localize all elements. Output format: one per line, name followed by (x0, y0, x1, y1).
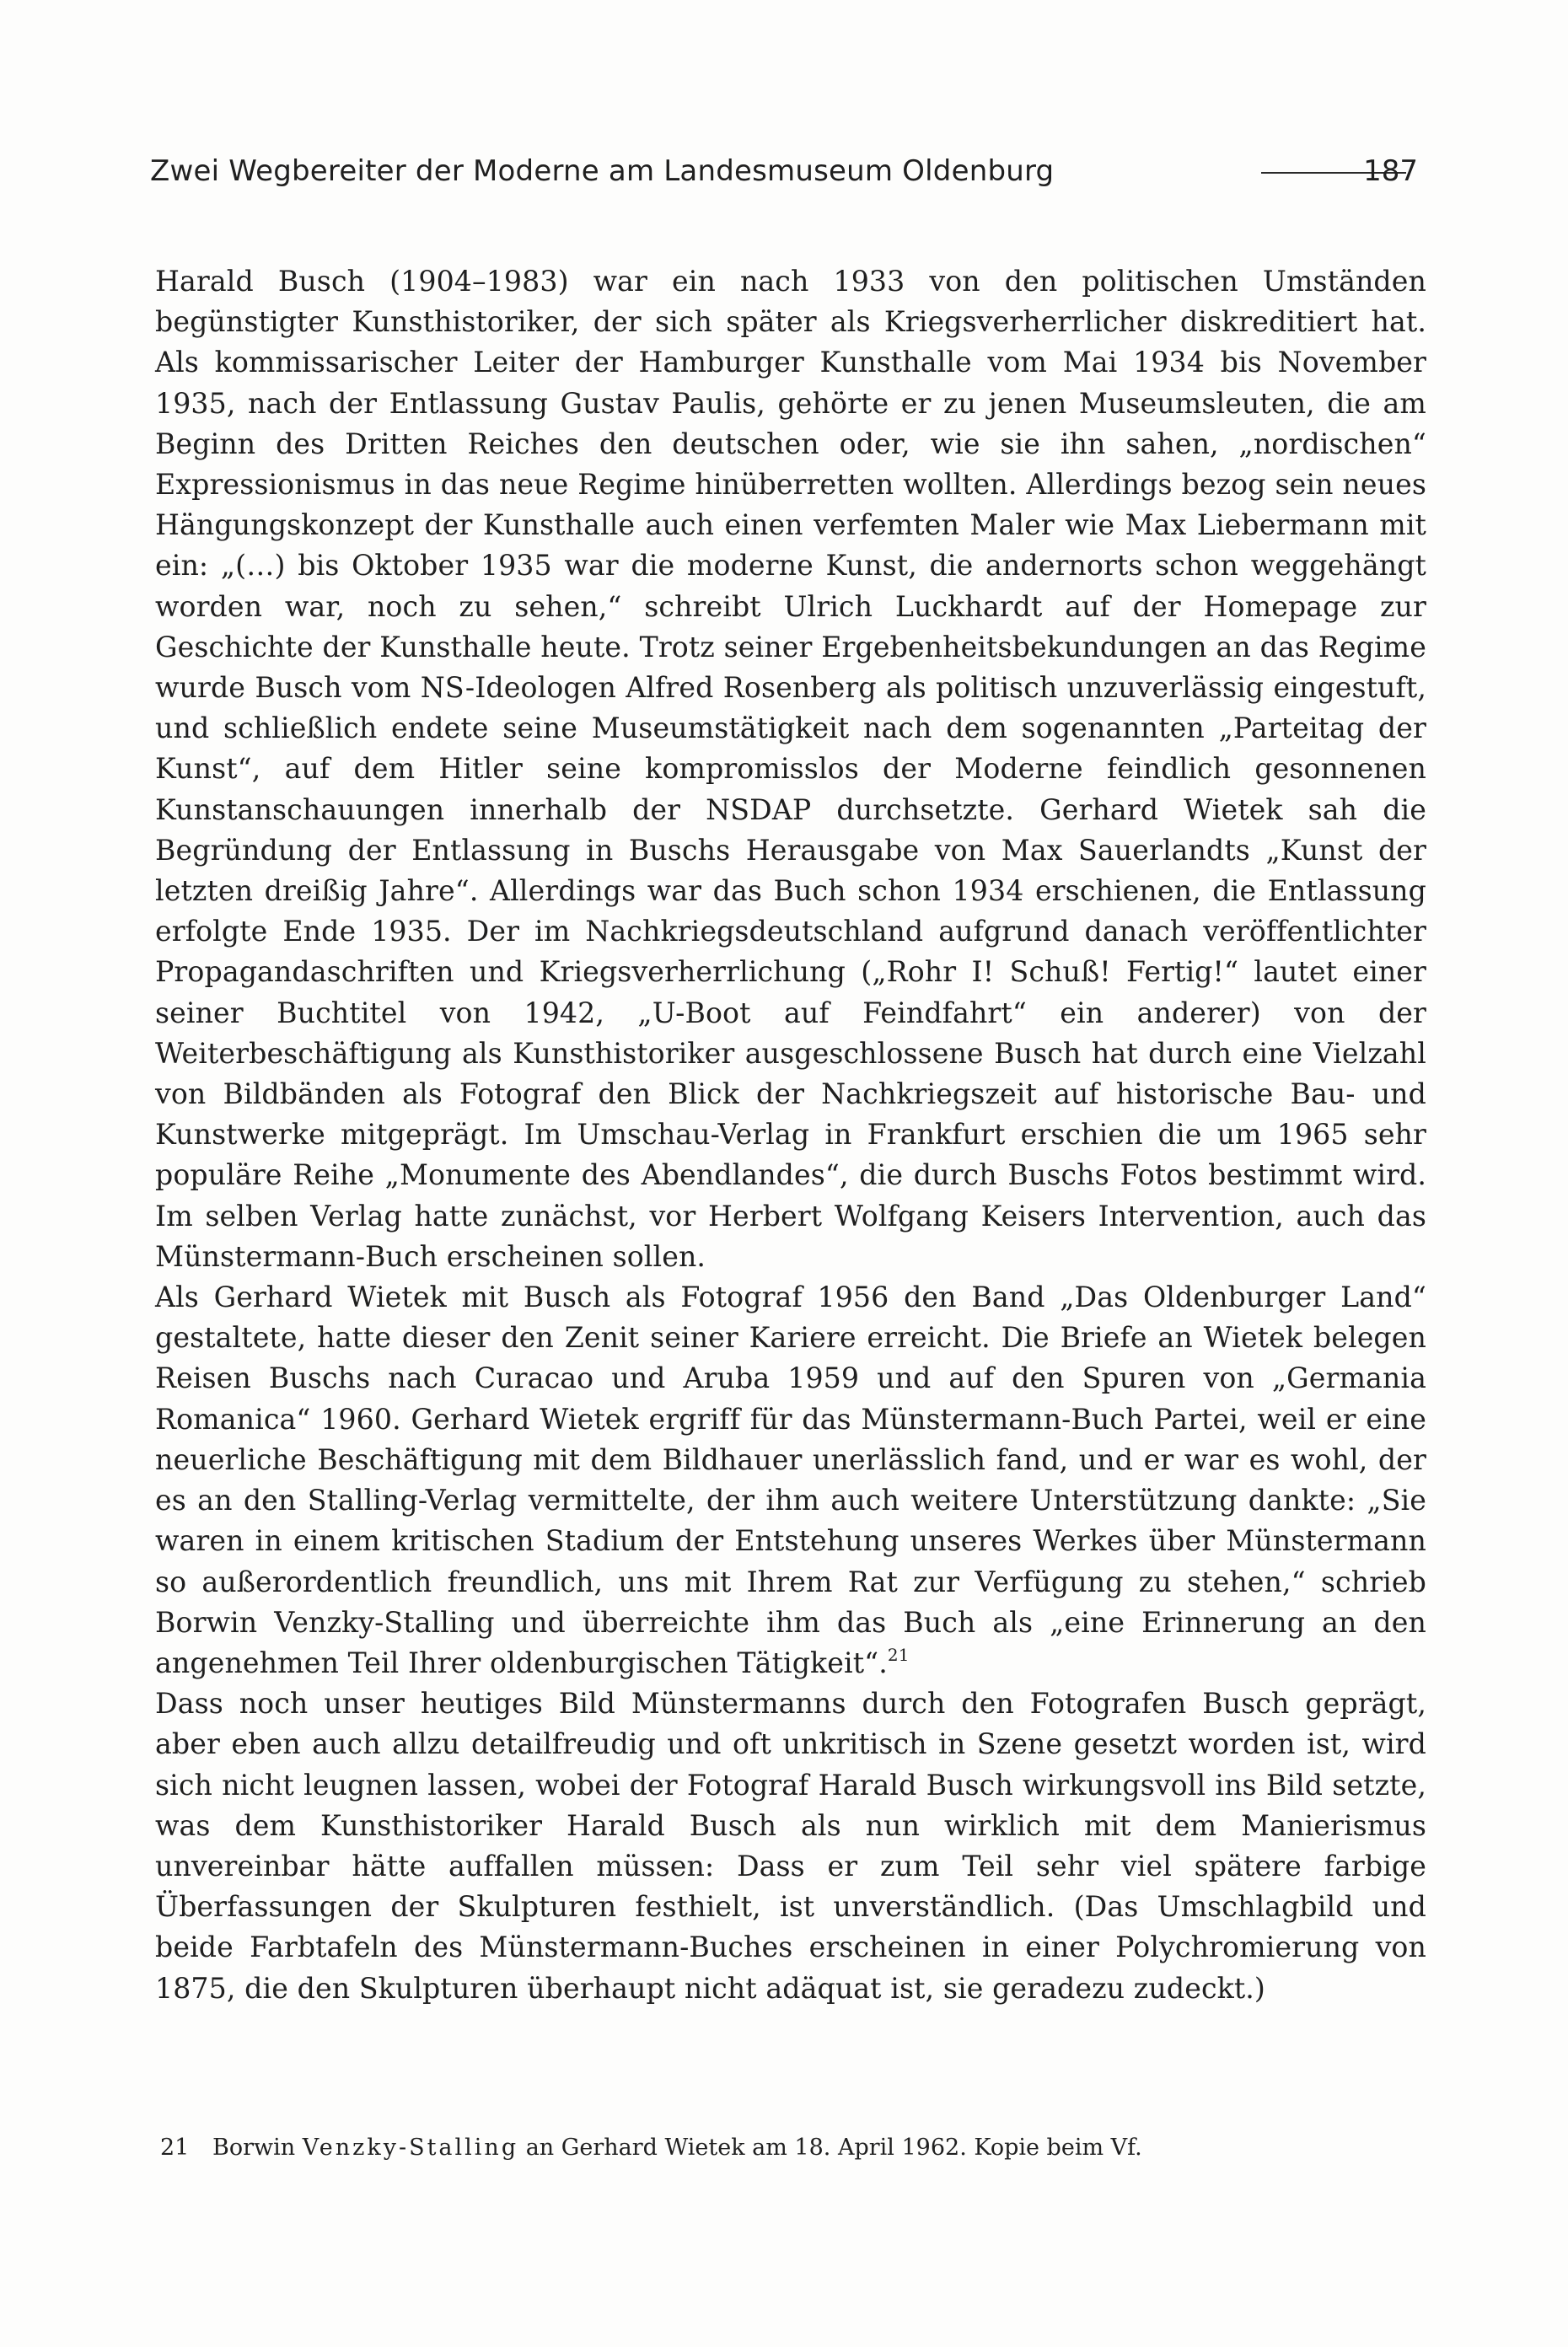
paragraph (155, 1277, 1426, 1684)
footnote-text-after: an Gerhard Wietek am 18. April 1962. Kopie beim Vf. (525, 2135, 1142, 2161)
footnote (160, 2131, 1425, 2165)
footnote-reference[interactable]: 21 (887, 1644, 910, 1665)
page-number: 187 (1363, 154, 1418, 188)
footnote-spaced-name: Venzky-Stalling (302, 2135, 519, 2161)
running-title: Zwei Wegbereiter der Moderne am Landesmuseum Oldenburg (150, 154, 1055, 188)
footnote-number: 21 (160, 2135, 190, 2161)
footnote-text-before: Borwin (212, 2135, 296, 2161)
page-header (150, 150, 1425, 201)
paragraph-text: Als Gerhard Wietek mit Busch als Fotograf 1956 den Band „Das Oldenburger Land“ gestaltete, hatte dieser den Zenit seiner Kariere erreicht. Die Briefe an Wietek belegen Reisen Buschs nach Curacao und Aruba 1959 und auf den Spuren von „Germania Romanica“ 1960. Gerhard Wietek ergriff für das Münstermann-Buch Partei, weil er eine neuerliche Beschäftigung mit dem Bildhauer unerlässlich fand, und er war es wohl, der es an den Stalling-Verlag vermittelte, der ihm auch weitere Unterstützung dankte: „Sie waren in einem kritischen Stadium der Entstehung unseres Werkes über Münstermann so außerordentlich freundlich, uns mit Ihrem Rat zur Verfügung zu stehen,“ schrieb Borwin Venzky-Stalling und überreichte ihm das Buch als „eine Erinnerung an den angenehmen Teil Ihrer oldenburgischen Tätigkeit“. (155, 1281, 1426, 1679)
body-text (155, 261, 1426, 2009)
paragraph: Harald Busch (1904–1983) war ein nach 1933 von den politischen Umständen begünstigter Kunsthistoriker, der sich später als Kriegsverherrlicher diskreditiert hat. Als kommissarischer Leiter der Hamburger Kunsthalle vom Mai 1934 bis November 1935, nach der Entlassung Gustav Paulis, gehörte er zu jenen Museumsleuten, die am Beginn des Dritten Reiches den deutschen oder, wie sie ihn sahen, „nordischen“ Expressionismus in das neue Regime hinüberretten wollten. Allerdings bezog sein neues Hängungskonzept der Kunsthalle auch einen verfemten Maler wie Max Liebermann mit ein: „(…) bis Oktober 1935 war die moderne Kunst, die andernorts schon weggehängt worden war, noch zu sehen,“ schreibt Ulrich Luckhardt auf der Homepage zur Geschichte der Kunsthalle heute. Trotz seiner Ergebenheitsbekundungen an das Regime wurde Busch vom NS-Ideologen Alfred Rosenberg als politisch unzuverlässig eingestuft, und schließlich endete seine Museumstätigkeit nach dem sogenannten „Parteitag der Kunst“, auf dem Hitler seine kompromisslos der Moderne feindlich gesonnenen Kunstanschauungen innerhalb der NSDAP durchsetzte. Gerhard Wietek sah die Begründung der Entlassung in Buschs Herausgabe von Max Sauerlandts „Kunst der letzten dreißig Jahre“. Allerdings war das Buch schon 1934 erschienen, die Entlassung erfolgte Ende 1935. Der im Nachkriegsdeutschland aufgrund danach veröffentlichter Propagandaschriften und Kriegsverherrlichung („Rohr I! Schuß! Fertig!“ lautet einer seiner Buchtitel von 1942, „U-Boot auf Feindfahrt“ ein anderer) von der Weiterbeschäftigung als Kunsthistoriker ausgeschlossene Busch hat durch eine Vielzahl von Bildbänden als Fotograf den Blick der Nachkriegszeit auf historische Bau- und Kunstwerke mitgeprägt. Im Umschau-Verlag in Frankfurt erschien die um 1965 sehr populäre Reihe „Monumente des Abendlandes“, die durch Buschs Fotos bestimmt wird. Im selben Verlag hatte zunächst, vor Herbert Wolfgang Keisers Intervention, auch das Münstermann-Buch erscheinen sollen. (155, 265, 1426, 1273)
paragraph: Dass noch unser heutiges Bild Münstermanns durch den Fotografen Busch geprägt, aber eben auch allzu detailfreudig und oft unkritisch in Szene gesetzt worden ist, wird sich nicht leugnen lassen, wobei der Fotograf Harald Busch wirkungsvoll ins Bild setzte, was dem Kunsthistoriker Harald Busch als nun wirklich mit dem Manierismus unvereinbar hätte auffallen müssen: Dass er zum Teil sehr viel spätere farbige Überfassungen der Skulpturen festhielt, ist unverständlich. (Das Umschlagbild und beide Farbtafeln des Münstermann-Buches erscheinen in einer Polychromierung von 1875, die den Skulpturen überhaupt nicht adäquat ist, sie geradezu zudeckt.) (155, 1687, 1426, 2005)
